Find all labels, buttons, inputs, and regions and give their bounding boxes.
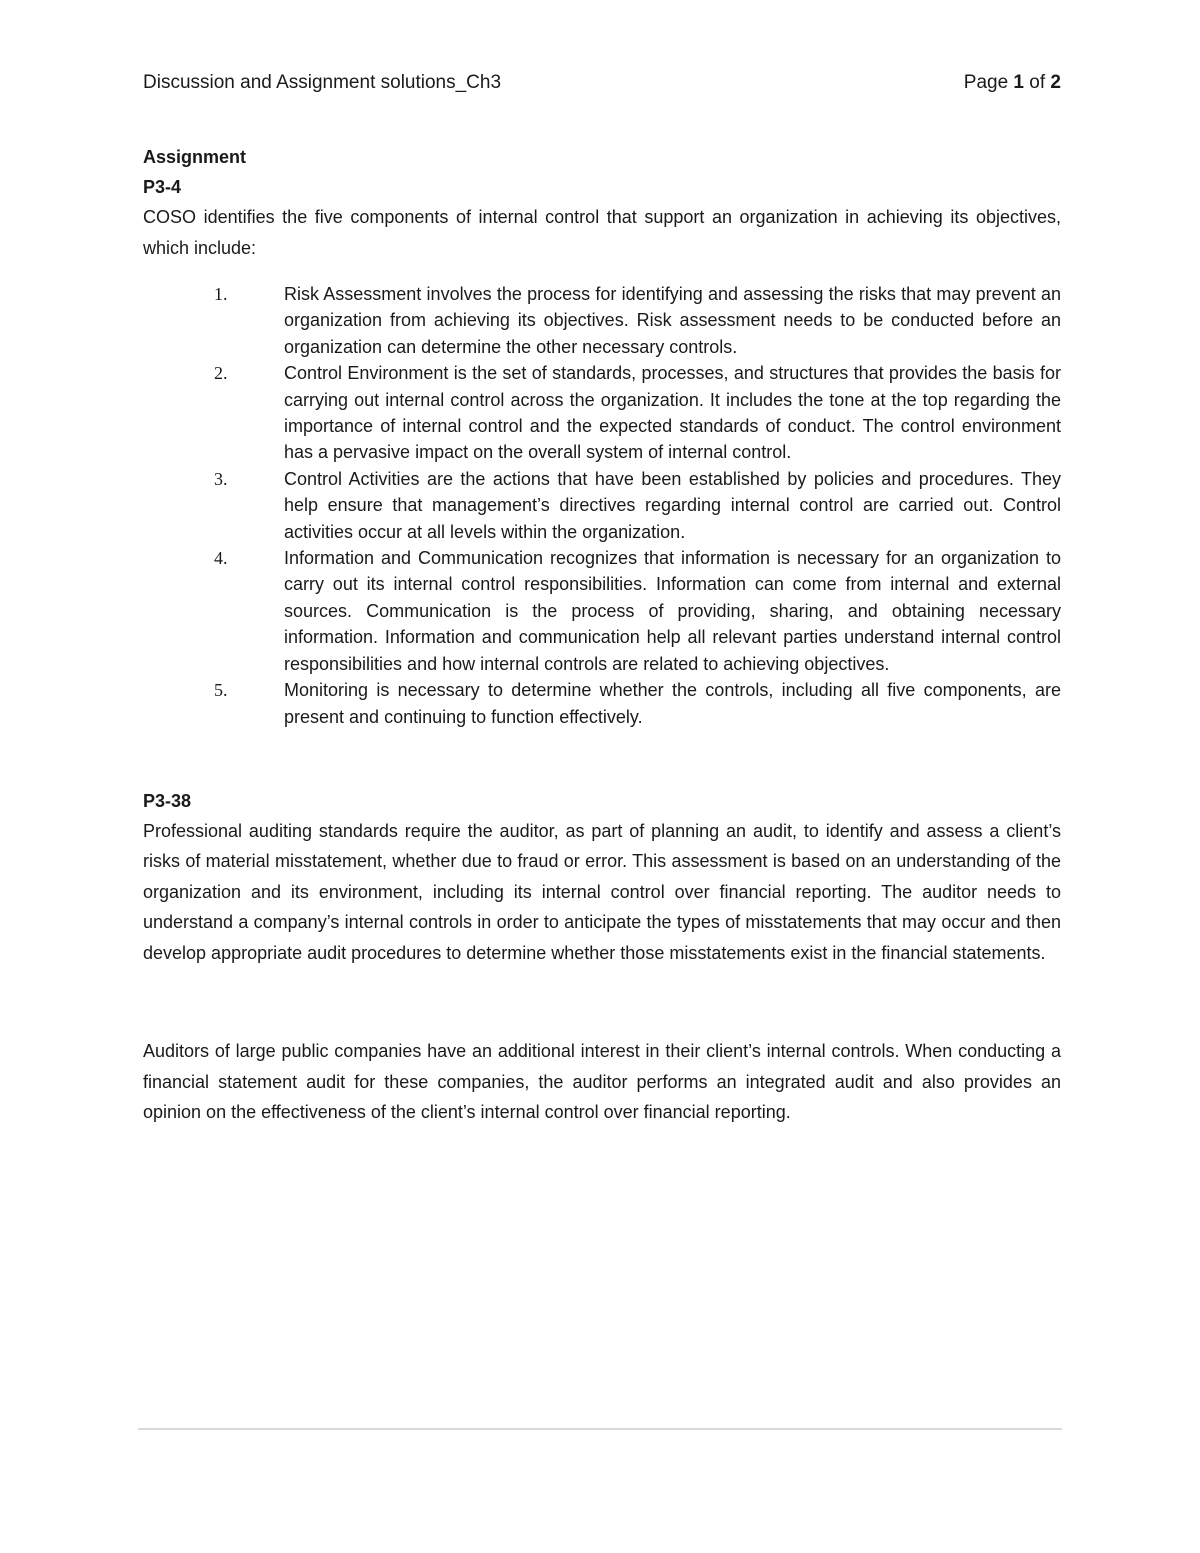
- p3-38-paragraph-2: Auditors of large public companies have an additional interest in their client’s internal controls. When conducting a financial statement audit for these companies, the auditor performs an integrated audit and also provides an opinion on the effectiveness of the client’s internal control over financial reporting.: [143, 1041, 1061, 1123]
- document-title: Discussion and Assignment solutions_Ch3: [143, 72, 502, 93]
- list-number: 5.: [214, 680, 228, 701]
- list-item: [143, 466, 1061, 545]
- list-number: 2.: [214, 363, 228, 384]
- list-item-text: Information and Communication recognizes that information is necessary for an organization to carry out its internal control responsibilities. Information can come from internal and external sources. Communication is the process of providing, sharing, and obtaining necessary information. Information and communication help all relevant parties understand internal control responsibilities and how internal controls are related to achieving objectives.: [284, 548, 1061, 674]
- page-of: of: [1029, 72, 1046, 93]
- list-item-text: Monitoring is necessary to determine whether the controls, including all five components, are present and continuing to function effectively.: [284, 680, 1061, 727]
- p3-38-paragraph-1: Professional auditing standards require the auditor, as part of planning an audit, to identify and assess a client’s risks of material misstatement, whether due to fraud or error. This assessment is based on an understanding of the organization and its environment, including its internal control over financial reporting. The auditor needs to understand a company’s internal controls in order to anticipate the types of misstatements that may occur and then develop appropriate audit procedures to determine whether those misstatements exist in the financial statements.: [143, 820, 1061, 963]
- coso-components-list: [143, 281, 1061, 730]
- list-item: [143, 677, 1061, 730]
- document-body: [143, 142, 1061, 1128]
- list-number: 1.: [214, 284, 228, 304]
- list-item: [143, 545, 1061, 677]
- list-item-text: Control Environment is the set of standards, processes, and structures that provides the basis for carrying out internal control across the organization. It includes the tone at the top regarding the importance of internal control and the expected standards of conduct. The control environment has a pervasive impact on the overall system of internal control.: [284, 363, 1061, 463]
- list-item-text: Risk Assessment involves the process for identifying and assessing the risks that may prevent an organization from achieving its objectives. Risk assessment needs to be conducted before an organization can determine the other necessary controls.: [284, 284, 1061, 357]
- page-label: Page: [963, 72, 1009, 93]
- page-current: 1: [1013, 72, 1024, 93]
- list-item-text: Control Activities are the actions that have been established by policies and procedures. They help ensure that management’s directives regarding internal control are carried out. Control activities occur at all levels within the organization.: [284, 468, 1061, 542]
- footer-divider: [138, 1428, 1062, 1430]
- page-header: [143, 72, 1061, 102]
- section-title: Assignment: [143, 147, 247, 167]
- list-item: [143, 360, 1061, 466]
- list-number: 4.: [214, 548, 228, 569]
- p3-4-intro: COSO identifies the five components of internal control that support an organization in achieving its objectives, which include:: [143, 207, 1061, 258]
- page-total: 2: [1050, 72, 1061, 93]
- list-number: 3.: [214, 468, 228, 489]
- list-item: [143, 281, 1061, 360]
- page-number: [964, 72, 1061, 94]
- problem-label-p3-38: P3-38: [143, 790, 192, 811]
- section-spacer: [143, 730, 1061, 786]
- problem-label-p3-4: P3-4: [143, 177, 182, 197]
- paragraph-spacer: [143, 968, 1061, 1036]
